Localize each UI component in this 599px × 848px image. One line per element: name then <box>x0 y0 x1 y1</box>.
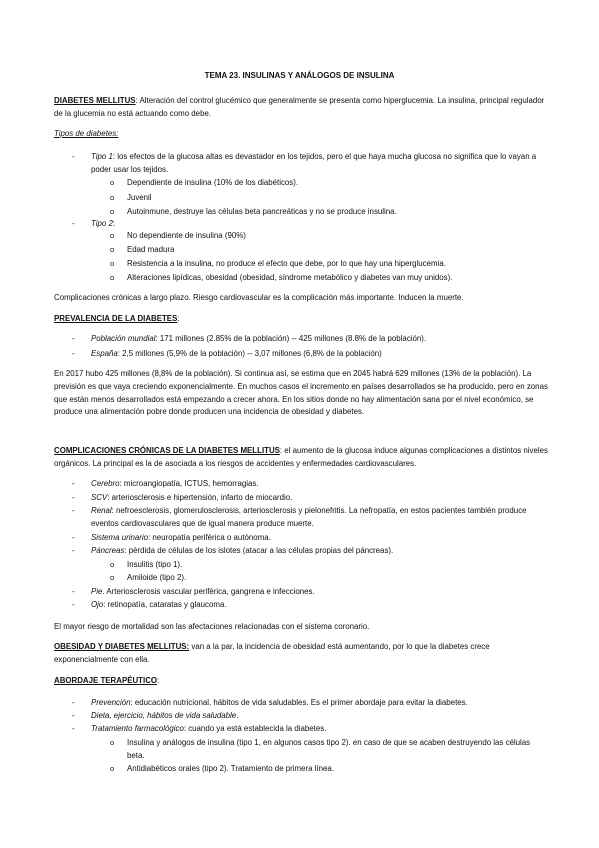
circle-bullet: o <box>110 178 115 187</box>
cronicas-item-text: : neuropatía periférica o autónoma. <box>148 533 271 542</box>
cronicas-item-label: SCV <box>91 493 108 502</box>
tipos-heading: Tipos de diabetes: <box>54 129 119 138</box>
dash-bullet: - <box>72 479 75 488</box>
tipos-heading-line <box>54 128 550 141</box>
dash-bullet: - <box>72 334 75 343</box>
circle-bullet: o <box>110 273 115 282</box>
obesidad-heading: OBESIDAD Y DIABETES MELLITUS: <box>54 642 190 651</box>
circle-bullet: o <box>110 560 115 569</box>
abordaje-item-text: . <box>236 711 239 720</box>
dash-bullet: - <box>72 546 75 555</box>
prevalencia-item-text: : 2,5 millones (5,9% de la población) -- 3,07 millones (6,8% de la población) <box>117 349 382 358</box>
obesidad-text: van a la par, la incidencia de obesidad está aumentando, por lo que la diabetes crece exponencialmente con ella. <box>54 642 490 664</box>
cronicas-item-text: : nefroesclerosis, glomerulosclerosis, arteriosclerosis y pielonefritis. La nefropatía, en estos pacientes también produce eventos cardiovasculares que de igual manera produce muerte. <box>91 506 527 528</box>
mortalidad-paragraph: El mayor riesgo de mortalidad son las afectaciones relacionadas con el sistema coronario. <box>54 622 370 631</box>
cronicas-item-label: Ojo <box>91 600 104 609</box>
prevalencia-item-label: Población mundial <box>91 334 156 343</box>
pancreas-subitem: Amiloide (tipo 2). <box>127 573 187 582</box>
obesidad-paragraph <box>54 641 550 667</box>
cronicas-item <box>91 505 547 531</box>
complicaciones-paragraph: Complicaciones crónicas a largo plazo. Riesgo cardiovascular es la complicación más importante. Inducen la muerte. <box>54 293 464 302</box>
prevalencia-item-text: : 171 millones (2.85% de la población) -- 425 millones (8.8% de la población). <box>155 334 427 343</box>
dm-paragraph <box>54 95 550 121</box>
dash-bullet: - <box>72 587 75 596</box>
cronicas-item-label: Páncreas <box>91 546 125 555</box>
abordaje-item <box>91 710 547 723</box>
prevalencia-item-label: España <box>91 349 118 358</box>
tipo1-subitem: Autoinmune, destruye las células beta pancreáticas y no se produce insulina. <box>127 207 397 216</box>
abordaje-colon: : <box>157 676 160 685</box>
prevalencia-heading-line <box>54 313 550 326</box>
tipo2-item <box>91 218 547 231</box>
cronicas-item <box>91 599 547 612</box>
dm-heading: DIABETES MELLITUS <box>54 96 136 105</box>
prevalencia-colon: : <box>177 314 180 323</box>
cronicas-item <box>91 545 547 558</box>
tipo2-subitem: Alteraciones lipídicas, obesidad (obesidad, síndrome metabólico y diabetes van muy unidos). <box>127 273 453 282</box>
cronicas-item-label: Cerebro <box>91 479 120 488</box>
cronicas-item-text: : microangiopatía, ICTUS, hemorragias. <box>119 479 259 488</box>
abordaje-item-label: Dieta, ejercicio, hábitos de vida saludable <box>91 711 237 720</box>
circle-bullet: o <box>110 245 115 254</box>
circle-bullet: o <box>110 259 115 268</box>
tipo2-subitem: Edad madura <box>127 245 175 254</box>
abordaje-item-text: : educación nutricional, hábitos de vida saludables. Es el primer abordaje para evitar la diabetes. <box>130 698 468 707</box>
tipo1-label: Tipo 1 <box>91 152 113 161</box>
cronicas-item <box>91 586 547 599</box>
document-title: TEMA 23. INSULINAS Y ANÁLOGOS DE INSULINA <box>204 71 395 80</box>
cronicas-heading: COMPLICACIONES CRÓNICAS DE LA DIABETES MELLITUS <box>54 446 280 455</box>
pancreas-subitem: Insulitis (tipo 1). <box>127 560 183 569</box>
circle-bullet: o <box>110 207 115 216</box>
cronicas-item-label: Renal <box>91 506 112 515</box>
abordaje-item-label: Prevención <box>91 698 131 707</box>
cronicas-text: : el aumento de la glucosa induce algunas complicaciones a distintos niveles orgánicos. La principal es la de asociada a los riesgos de accidentes y enfermedades cardiovasculares. <box>54 446 548 468</box>
dash-bullet: - <box>72 349 75 358</box>
dash-bullet: - <box>72 600 75 609</box>
cronicas-paragraph <box>54 445 550 471</box>
cronicas-item-text: : retinopatía, cataratas y glaucoma. <box>103 600 227 609</box>
cronicas-item <box>91 492 547 505</box>
dash-bullet: - <box>72 152 75 161</box>
cronicas-item-label: Sistema urinario <box>91 533 149 542</box>
cronicas-item <box>91 532 547 545</box>
abordaje-subitem: Antidiabéticos orales (tipo 2). Tratamiento de primera línea. <box>127 764 335 773</box>
abordaje-item <box>91 723 547 736</box>
abordaje-subitem: Insulina y análogos de insulina (tipo 1, en algunos casos tipo 2). en caso de que se acaben destruyendo las células beta. <box>127 738 531 760</box>
circle-bullet: o <box>110 573 115 582</box>
abordaje-item-label: Tratamiento farmacológico <box>91 724 184 733</box>
dash-bullet: - <box>72 493 75 502</box>
prevalencia-paragraph: En 2017 hubo 425 millones (8,8% de la población). Si continua así, se estima que en 2045 habrá 629 millones (13% de la población). La previsión es que vaya creciendo exponencialmente. En muchos casos el incremento en países desarrollados se ha producido, pero en zonas que están menos desarrollados está empezando a crecer ahora. En los sitios donde no hay alimentación sana por el nivel económico, se produce una alimentación pobre donde producen una incidencia de obesidad y diabetes. <box>54 369 548 417</box>
tipo1-text: : los efectos de la glucosa altas es devastador en los tejidos, pero el que haya mucha glucosa no significa que lo vayan a poder usar los tejidos. <box>91 152 537 174</box>
prevalencia-heading: PREVALENCIA DE LA DIABETES <box>54 314 178 323</box>
prevalencia-item <box>91 348 547 361</box>
dm-text: : Alteración del control glucémico que generalmente se presenta como hiperglucemia. La insulina, principal regulador de la glucemia no está actuando como debe. <box>54 96 545 118</box>
dash-bullet: - <box>72 711 75 720</box>
dash-bullet: - <box>72 724 75 733</box>
dash-bullet: - <box>72 698 75 707</box>
tipo2-subitem: Resistencia a la insulina, no produce el efecto que debe, por lo que hay una hiperglucemia. <box>127 259 446 268</box>
circle-bullet: o <box>110 231 115 240</box>
cronicas-item <box>91 478 547 491</box>
cronicas-item-label: Pie <box>91 587 103 596</box>
tipo1-subitem: Juvenil <box>127 193 152 202</box>
circle-bullet: o <box>110 764 115 773</box>
tipo1-subitem: Dependiente de insulina (10% de los diabéticos). <box>127 178 299 187</box>
abordaje-heading: ABORDAJE TERAPÉUTICO <box>54 676 158 685</box>
circle-bullet: o <box>110 193 115 202</box>
cronicas-item-text: . Arteriosclerosis vascular periférica, gangrena e infecciones. <box>102 587 315 596</box>
abordaje-item <box>91 697 547 710</box>
abordaje-heading-line <box>54 675 550 688</box>
tipo2-subitem: No dependiente de insulina (90%) <box>127 231 246 240</box>
cronicas-item-text: : pérdida de células de los islotes (atacar a las células propias del páncreas). <box>124 546 394 555</box>
circle-bullet: o <box>110 738 115 747</box>
dash-bullet: - <box>72 219 75 228</box>
cronicas-item-text: : arteriosclerosis e hipertensión, infarto de miocardio. <box>107 493 293 502</box>
tipo1-item <box>91 151 547 177</box>
tipo2-label: Tipo 2 <box>91 219 113 228</box>
dash-bullet: - <box>72 506 75 515</box>
dash-bullet: - <box>72 533 75 542</box>
tipo2-text: : <box>112 219 116 228</box>
abordaje-item-text: : cuando ya está establecida la diabetes. <box>183 724 327 733</box>
prevalencia-item <box>91 333 547 346</box>
